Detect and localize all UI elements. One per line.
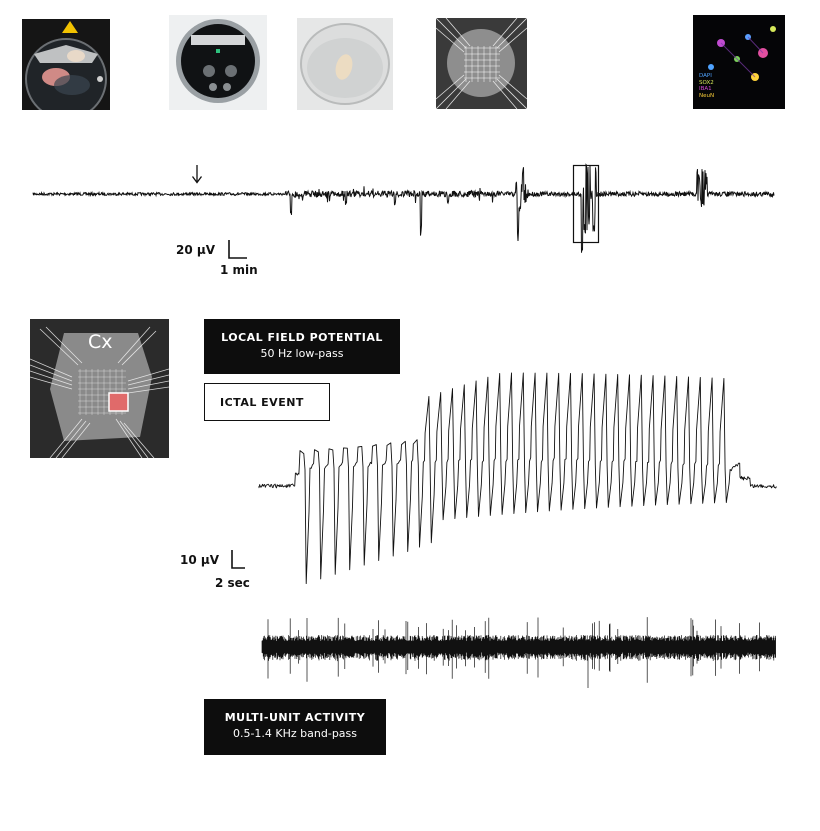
ictal-event-title: ICTAL EVENT	[220, 396, 304, 409]
stain-label-iba1: IBA1	[699, 86, 712, 93]
stain-label-dapi: DAPI	[699, 73, 712, 79]
ictal-voltage-scale: 10 µV	[180, 553, 219, 567]
stain-label-sox2: SOX2	[699, 79, 714, 86]
lfp-filter: 50 Hz low-pass	[260, 347, 344, 360]
stain-label-neun: NeuN	[699, 92, 715, 99]
overview-voltage-scale: 20 µV	[176, 243, 215, 257]
cortex-label: Cx	[88, 331, 113, 353]
mua-filter: 0.5-1.4 KHz band-pass	[232, 727, 358, 740]
overview-time-scale: 1 min	[220, 263, 258, 277]
mua-signal-line	[262, 617, 776, 688]
ictal-time-scale: 2 sec	[215, 576, 250, 590]
mua-title: MULTI-UNIT ACTIVITY	[224, 711, 366, 724]
lfp-title: LOCAL FIELD POTENTIAL	[221, 331, 383, 344]
